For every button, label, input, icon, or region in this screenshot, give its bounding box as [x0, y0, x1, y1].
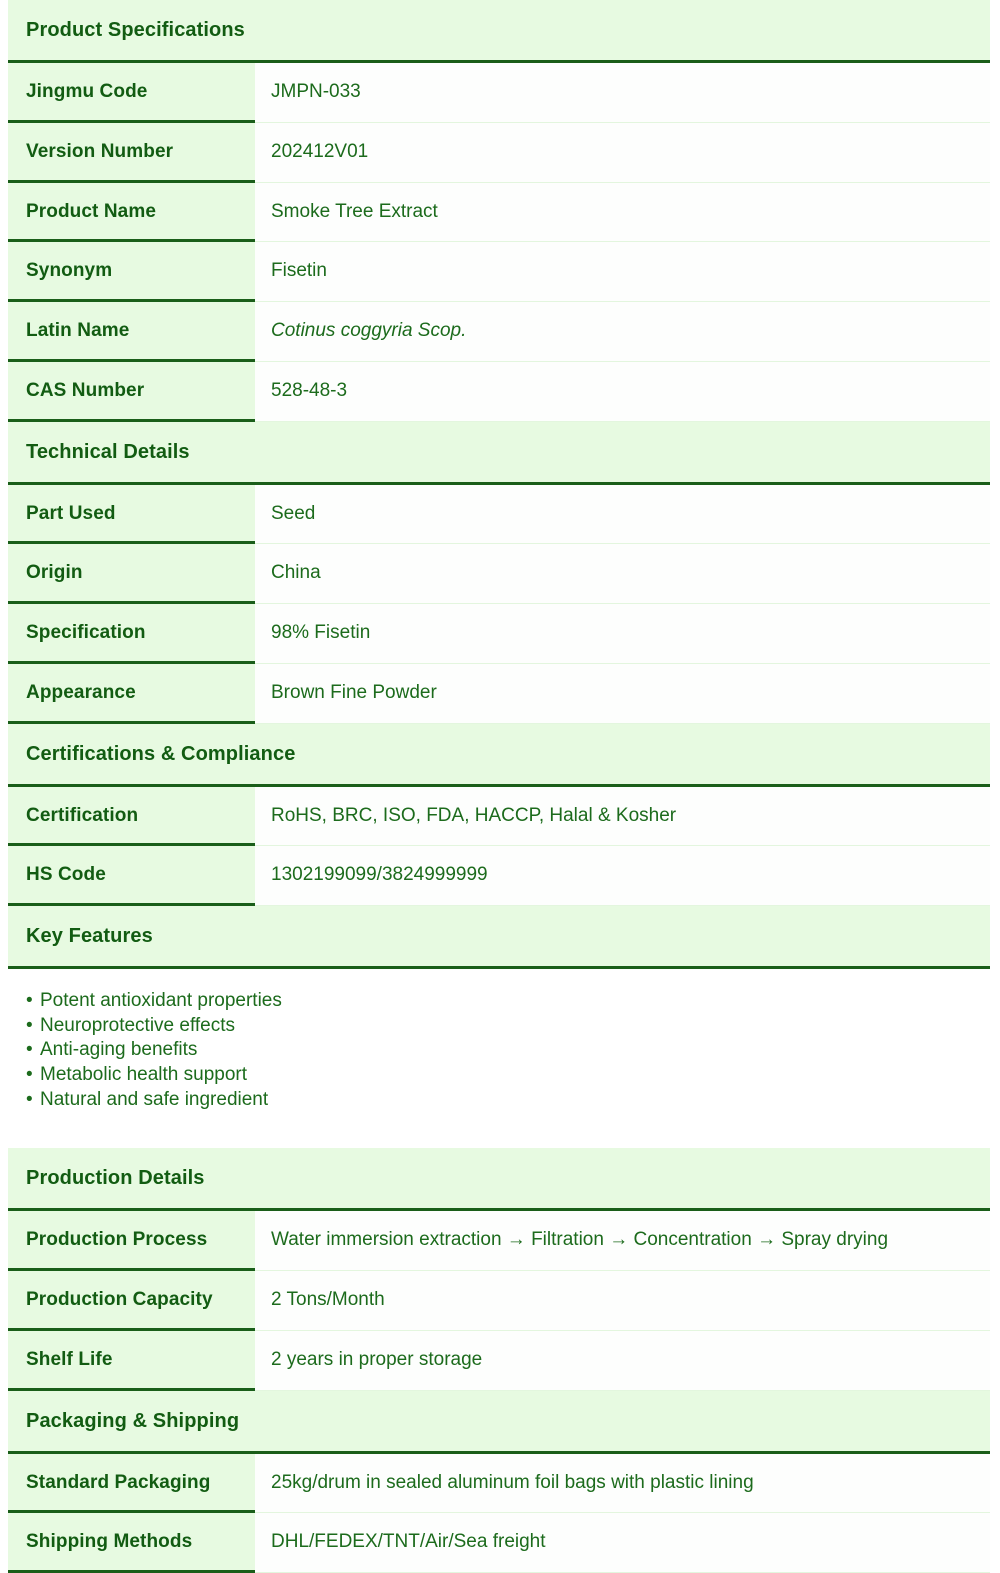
list-item-label: Anti-aging benefits: [40, 1039, 198, 1061]
row-label: Production Capacity: [8, 1271, 255, 1331]
list-item: [26, 989, 990, 1014]
table-row: [8, 1211, 990, 1271]
table-row: [8, 604, 990, 664]
list-item-label: Natural and safe ingredient: [40, 1088, 269, 1110]
row-label: Certification: [8, 787, 255, 847]
row-value: Water immersion extraction → Filtration → Concentration → Spray drying: [255, 1211, 990, 1271]
row-value: 1302199099/3824999999: [255, 846, 990, 906]
table-row: [8, 1513, 990, 1573]
row-label: Product Name: [8, 183, 255, 243]
table-row: [8, 183, 990, 243]
row-label: Standard Packaging: [8, 1454, 255, 1514]
table-row: [8, 302, 990, 362]
row-value: Fisetin: [255, 242, 990, 302]
list-item: [26, 1088, 990, 1113]
row-label: Production Process: [8, 1211, 255, 1271]
row-label: Specification: [8, 604, 255, 664]
section-header-technical-details: Technical Details: [8, 422, 990, 485]
table-row: [8, 664, 990, 724]
row-value: 202412V01: [255, 123, 990, 183]
row-value: Smoke Tree Extract: [255, 183, 990, 243]
table-row: [8, 1271, 990, 1331]
row-label: Origin: [8, 544, 255, 604]
section-header-key-features: Key Features: [8, 906, 990, 969]
bullet-icon: •: [26, 1039, 33, 1061]
section-header-product-specifications: Product Specifications: [8, 0, 990, 63]
row-value: JMPN-033: [255, 63, 990, 123]
table-row: [8, 362, 990, 422]
list-item: [26, 1014, 990, 1039]
row-value: 2 Tons/Month: [255, 1271, 990, 1331]
table-row: [8, 787, 990, 847]
list-item-label: Metabolic health support: [40, 1064, 248, 1086]
row-label: Version Number: [8, 123, 255, 183]
row-value: 528-48-3: [255, 362, 990, 422]
row-label: CAS Number: [8, 362, 255, 422]
row-value: 2 years in proper storage: [255, 1331, 990, 1391]
section-header-packaging-shipping: Packaging & Shipping: [8, 1391, 990, 1454]
row-value: Brown Fine Powder: [255, 664, 990, 724]
table-row: [8, 63, 990, 123]
list-item-label: Neuroprotective effects: [40, 1014, 236, 1036]
bullet-icon: •: [26, 1014, 33, 1036]
row-label: Synonym: [8, 242, 255, 302]
section-header-certifications-compliance: Certifications & Compliance: [8, 724, 990, 787]
row-value: 25kg/drum in sealed aluminum foil bags with plastic lining: [255, 1454, 990, 1514]
row-value: China: [255, 544, 990, 604]
row-value: Cotinus coggyria Scop.: [255, 302, 990, 362]
bullet-icon: •: [26, 990, 33, 1011]
section-header-production-details: Production Details: [8, 1148, 990, 1211]
section-spacer: [8, 1134, 990, 1148]
row-label: Part Used: [8, 485, 255, 545]
row-label: HS Code: [8, 846, 255, 906]
table-row: [8, 1454, 990, 1514]
bullet-icon: •: [26, 1064, 33, 1086]
row-label: Shipping Methods: [8, 1513, 255, 1573]
row-label: Shelf Life: [8, 1331, 255, 1391]
bullet-icon: •: [26, 1088, 33, 1110]
row-label: Appearance: [8, 664, 255, 724]
key-features-block: [8, 969, 990, 1134]
list-item-label: Potent antioxidant properties: [40, 990, 282, 1011]
row-value: 98% Fisetin: [255, 604, 990, 664]
table-row: [8, 242, 990, 302]
row-value: DHL/FEDEX/TNT/Air/Sea freight: [255, 1513, 990, 1573]
row-value: RoHS, BRC, ISO, FDA, HACCP, Halal & Kosher: [255, 787, 990, 847]
table-row: [8, 123, 990, 183]
key-features-list: [26, 989, 990, 1112]
table-row: [8, 1331, 990, 1391]
row-value: Seed: [255, 485, 990, 545]
row-label: Jingmu Code: [8, 63, 255, 123]
table-row: [8, 485, 990, 545]
list-item: [26, 1063, 990, 1088]
table-row: [8, 846, 990, 906]
list-item: [26, 1038, 990, 1063]
table-row: [8, 544, 990, 604]
row-label: Latin Name: [8, 302, 255, 362]
